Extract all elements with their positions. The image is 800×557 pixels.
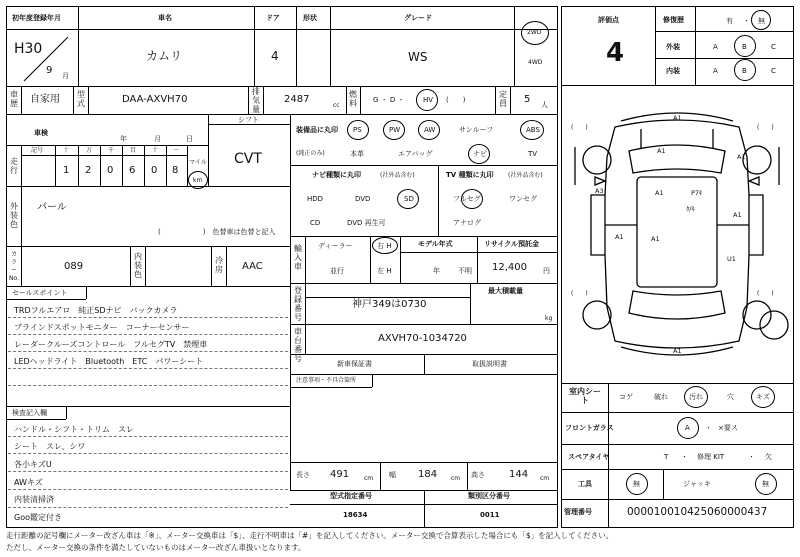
damage-mark: A1 xyxy=(733,211,742,219)
import-left-h: 左 H xyxy=(377,267,392,275)
new-car-warranty: 新車保証書 xyxy=(337,360,372,368)
car-name-label: 車名 xyxy=(158,14,172,22)
sales-point-line: TRDフルエアロ 純正SDナビ バックカメラ xyxy=(14,306,178,315)
first-reg-month: 9 xyxy=(46,65,53,76)
repair-option-yes: 有 xyxy=(726,17,733,25)
import-label: 輸入車 xyxy=(294,244,302,271)
interior-color-label: 内装色 xyxy=(134,252,142,279)
inspector-note-line: ハンドル・シフト・トリム スレ xyxy=(14,425,134,434)
height-label: 高さ xyxy=(471,471,485,479)
spare-tire-label: スペアタイヤ xyxy=(568,453,610,461)
fuel-circle xyxy=(416,89,438,111)
inspector-note-line: シート スレ、シワ xyxy=(14,442,86,451)
height-unit: cm xyxy=(540,475,550,482)
type-number-value: 18634 xyxy=(343,511,368,519)
first-reg-label: 初年度登録年月 xyxy=(12,14,61,22)
mileage-unit-km: km xyxy=(193,177,203,184)
tv-type-label: TV 種類に丸印 xyxy=(446,171,494,179)
inspector-note-line: 各小キズU xyxy=(14,460,52,469)
repair-history-label: 修復歴 xyxy=(663,16,684,24)
damage-mark: P7ｷ xyxy=(691,189,703,197)
color-no-value: 089 xyxy=(64,261,84,272)
repair-selected-circle xyxy=(751,10,771,30)
exterior-grade-b: B xyxy=(742,43,747,51)
diagram-mark: ( ) xyxy=(571,290,588,297)
nav-dvd: DVD xyxy=(355,195,371,203)
inspection-label: 車検 xyxy=(34,129,48,137)
spare-option-kit: 修理 KIT xyxy=(697,453,725,461)
width-unit: cm xyxy=(451,475,461,482)
door-label: ドア xyxy=(266,14,280,22)
fuel-paren: ( ) xyxy=(446,96,466,104)
month-suffix: 月 xyxy=(62,72,69,80)
drive-4wd: 4WD xyxy=(528,59,543,66)
windshield-option-a: A xyxy=(685,424,690,432)
jack-circle xyxy=(755,473,777,495)
exterior-grade-c: C xyxy=(771,43,776,51)
equip-ps-circle xyxy=(347,120,369,140)
displacement-value: 2487 xyxy=(284,94,310,105)
mileage-unit-2: 千 xyxy=(108,147,115,154)
windshield-label: フロントガラス xyxy=(565,424,614,432)
damage-mark: A3 xyxy=(595,187,604,195)
interior-rating-label: 内装 xyxy=(666,67,680,75)
equip-pw: PW xyxy=(389,126,401,134)
notes-label: 注意事項・不具合箇所 xyxy=(296,377,357,384)
spare-option-missing: 欠 xyxy=(765,453,772,461)
interior-grade-b: B xyxy=(742,67,747,75)
damage-mark: A1 xyxy=(655,189,664,197)
rating-label: 評価点 xyxy=(598,16,619,24)
recycle-label: リサイクル預託金 xyxy=(484,240,540,248)
inspector-note-line: Goo鑑定付き xyxy=(14,513,62,522)
mileage-unit-5: 一 xyxy=(173,147,180,154)
inspector-notes-label: 検査記入欄 xyxy=(12,409,47,417)
exterior-color-label: 外装色 xyxy=(10,202,18,229)
seat-stain-circle xyxy=(684,386,708,408)
footer-note-1: 走行距離の記号欄にメーター改ざん車は「※」、メーター交換車は「$」、走行不明車は「#」を記入してください。メーター交換で合算表示した場合にも「$」を記入してください。 xyxy=(6,531,614,540)
height-value: 144 xyxy=(509,469,529,480)
class-number-value: 0011 xyxy=(480,511,500,519)
repair-option-sep: ・ xyxy=(743,17,750,25)
capacity-label: 定員 xyxy=(499,90,507,108)
owner-manual: 取扱説明書 xyxy=(472,360,507,368)
nav-cd: CD xyxy=(310,219,321,227)
mileage-note: 記号 xyxy=(31,147,44,154)
mileage-unit-circle xyxy=(188,171,208,189)
main-form-frame xyxy=(6,6,558,528)
fuel-selected: HV xyxy=(423,96,434,104)
nav-sd: SD xyxy=(404,195,414,203)
chassis-label: 車台番号 xyxy=(294,327,302,363)
spare-option-t: T xyxy=(664,453,669,461)
chassis-value: AXVH70-1034720 xyxy=(378,333,467,344)
interior-selected-circle xyxy=(734,59,756,81)
nav-sd-circle xyxy=(397,189,419,209)
shift-label: シフト xyxy=(238,116,259,124)
recycle-amount: 12,400 xyxy=(492,262,527,273)
mileage-unit-3: 百 xyxy=(130,147,137,154)
seat-option-scratch: キズ xyxy=(756,393,770,401)
nav-type-label: ナビ種類に丸印 xyxy=(312,171,361,179)
tv-fullseg: フルセグ xyxy=(453,195,481,203)
damage-mark: A1 xyxy=(737,153,746,161)
diagram-mark: ( ) xyxy=(571,124,588,131)
damage-mark: A1 xyxy=(651,235,660,243)
mileage-digit-5: 8 xyxy=(172,165,179,176)
mileage-digit-0: 1 xyxy=(63,165,70,176)
tools-label: 工具 xyxy=(578,480,592,488)
nav-dvd-play: DVD 再生可 xyxy=(347,219,386,227)
nav-hdd: HDD xyxy=(307,195,324,203)
capacity-value: 5 xyxy=(524,94,531,105)
grade-label: グレード xyxy=(404,14,432,22)
mileage-unit-mile: マイル xyxy=(189,159,207,166)
import-right-h: 右 H xyxy=(377,242,392,250)
windshield-selected-circle xyxy=(677,417,699,439)
color-change-note: ( ) 色替車は色替と記入 xyxy=(158,228,276,236)
fuel-label: 燃料 xyxy=(349,90,357,108)
equip-ps: PS xyxy=(353,126,362,134)
width-value: 184 xyxy=(418,469,438,480)
spare-option-sep2: ・ xyxy=(748,453,755,461)
seat-option-burn: コゲ xyxy=(619,393,633,401)
tv-oneseg: ワンセグ xyxy=(509,195,537,203)
equip-abs: ABS xyxy=(526,126,540,134)
seat-option-stain: 汚れ xyxy=(689,393,703,401)
tools-value: 無 xyxy=(633,480,640,488)
windshield-option-sep: ・ xyxy=(705,424,712,432)
mileage-unit-1: 万 xyxy=(86,147,93,154)
equip-aw-circle xyxy=(418,120,440,140)
recycle-unit: 円 xyxy=(543,267,550,275)
model-value: DAA-AXVH70 xyxy=(122,94,188,105)
displacement-label: 排気量 xyxy=(252,87,260,114)
drive-circle xyxy=(521,21,549,45)
equip-sunroof: サンルーフ xyxy=(459,126,494,134)
drive-2wd: 2WD xyxy=(527,29,542,36)
plate-label: 登録番号 xyxy=(294,286,302,322)
inspector-note-line: 内装清掃済 xyxy=(14,495,54,504)
equip-abs-circle xyxy=(520,120,544,140)
equipment-label: 装備品に丸印 xyxy=(296,126,338,134)
sales-point-line: レーダークルーズコントロール フルセグTV 禁煙車 xyxy=(14,340,208,349)
tv-fullseg-circle xyxy=(461,189,483,209)
exterior-rating-label: 外装 xyxy=(666,43,680,51)
tv-type-sub: (社外品含む) xyxy=(508,172,543,179)
windshield-option-replace: ×要ス xyxy=(718,424,738,432)
color-no-label: カラーNo. xyxy=(9,251,19,282)
damage-mark: A1 xyxy=(673,114,682,122)
ac-label: 冷房 xyxy=(215,256,223,274)
car-name: カムリ xyxy=(146,49,183,63)
import-parallel: 並行 xyxy=(330,267,344,275)
model-label: 型式 xyxy=(77,90,85,108)
interior-grade-a: A xyxy=(713,67,718,75)
damage-mark: A1 xyxy=(615,233,624,241)
capacity-unit: 人 xyxy=(541,101,548,109)
mileage-digit-3: 6 xyxy=(129,165,136,176)
equip-aw: AW xyxy=(424,126,436,134)
mileage-digit-1: 2 xyxy=(85,165,92,176)
seat-option-tear: 破れ xyxy=(654,393,668,401)
diagram-mark: ( ) xyxy=(757,290,774,297)
exterior-grade-a: A xyxy=(713,43,718,51)
inspection-day: 日 xyxy=(186,135,193,143)
inspection-month: 月 xyxy=(154,135,161,143)
mileage-digit-4: 0 xyxy=(151,165,158,176)
exterior-color-value: パール xyxy=(37,202,67,213)
diagram-mark: ( ) xyxy=(757,124,774,131)
tools-circle xyxy=(626,473,648,495)
management-number-value: 000010010425060000437 xyxy=(627,506,768,518)
rating-score: 4 xyxy=(606,38,625,68)
length-unit: cm xyxy=(364,475,374,482)
equip-navi-circle xyxy=(468,144,490,164)
length-value: 491 xyxy=(330,469,350,480)
damage-mark: ﾀ/ｷ xyxy=(686,205,695,213)
class-number-label: 類別区分番号 xyxy=(468,492,510,500)
nav-type-sub: (社外品含む) xyxy=(380,172,415,179)
plate-value: 神戸349は0730 xyxy=(352,299,427,310)
shape-label: 形状 xyxy=(303,14,317,22)
exterior-selected-circle xyxy=(734,35,756,57)
inspection-year: 年 xyxy=(120,135,127,143)
first-reg-era-year: H30 xyxy=(14,41,43,57)
tv-analog: アナログ xyxy=(453,219,481,227)
model-year-label: モデル年式 xyxy=(418,240,453,248)
interior-seat-label: 室内シート xyxy=(569,387,601,405)
sales-points-label: セールスポイント xyxy=(12,289,68,297)
length-label: 長さ xyxy=(296,471,310,479)
inspector-note-line: AWキズ xyxy=(14,478,43,487)
damage-mark: U1 xyxy=(727,255,736,263)
sales-point-line: ブラインドスポットモニター コーナーセンサー xyxy=(14,323,190,332)
import-right-h-circle xyxy=(372,237,398,254)
equipment-sub-label: (純正のみ) xyxy=(296,150,325,157)
max-load-label: 最大積載量 xyxy=(488,287,523,295)
equip-tv: TV xyxy=(528,150,538,158)
grade-value: WS xyxy=(408,50,428,64)
mileage-unit-4: 十 xyxy=(152,147,159,154)
usage-value: 自家用 xyxy=(30,94,60,105)
spare-option-sep1: ・ xyxy=(681,453,688,461)
width-label: 幅 xyxy=(389,471,396,479)
usage-label: 車歴 xyxy=(10,90,18,108)
management-number-label: 管理番号 xyxy=(564,508,592,516)
damage-mark: A1 xyxy=(657,147,666,155)
equip-navi: ナビ xyxy=(473,150,487,158)
shift-value: CVT xyxy=(234,151,262,167)
import-dealer: ディーラー xyxy=(318,242,353,250)
seat-option-hole: 穴 xyxy=(727,393,734,401)
equip-leather: 本革 xyxy=(350,150,364,158)
damage-mark: A1 xyxy=(673,347,682,355)
repair-option-no: 無 xyxy=(758,17,765,25)
vehicle-damage-diagram xyxy=(561,85,794,383)
equip-pw-circle xyxy=(383,120,405,140)
mileage-label: 走行 xyxy=(10,157,18,175)
displacement-unit: cc xyxy=(333,102,340,109)
model-year-suffix: 年 xyxy=(433,267,440,275)
footer-note-2: ただし、メーター交換の条件を満たしていないものはメーター改ざん車扱いとなります。 xyxy=(6,543,306,552)
interior-grade-c: C xyxy=(771,67,776,75)
ac-value: AAC xyxy=(242,261,263,272)
jack-value: 無 xyxy=(762,480,769,488)
door-count: 4 xyxy=(271,49,279,63)
fuel-options: G ・ D ・ xyxy=(373,96,405,104)
model-year-unknown: 不明 xyxy=(458,267,472,275)
seat-scratch-circle xyxy=(751,386,775,408)
mileage-digit-2: 0 xyxy=(107,165,114,176)
equip-airbag: エアバッグ xyxy=(398,150,433,158)
type-number-label: 型式指定番号 xyxy=(330,492,372,500)
max-load-unit: kg xyxy=(545,315,553,322)
mileage-unit-0: 十 xyxy=(63,147,70,154)
sales-point-line: LEDヘッドライト Bluetooth ETC パワーシート xyxy=(14,357,204,366)
jack-label: ジャッキ xyxy=(683,480,711,488)
